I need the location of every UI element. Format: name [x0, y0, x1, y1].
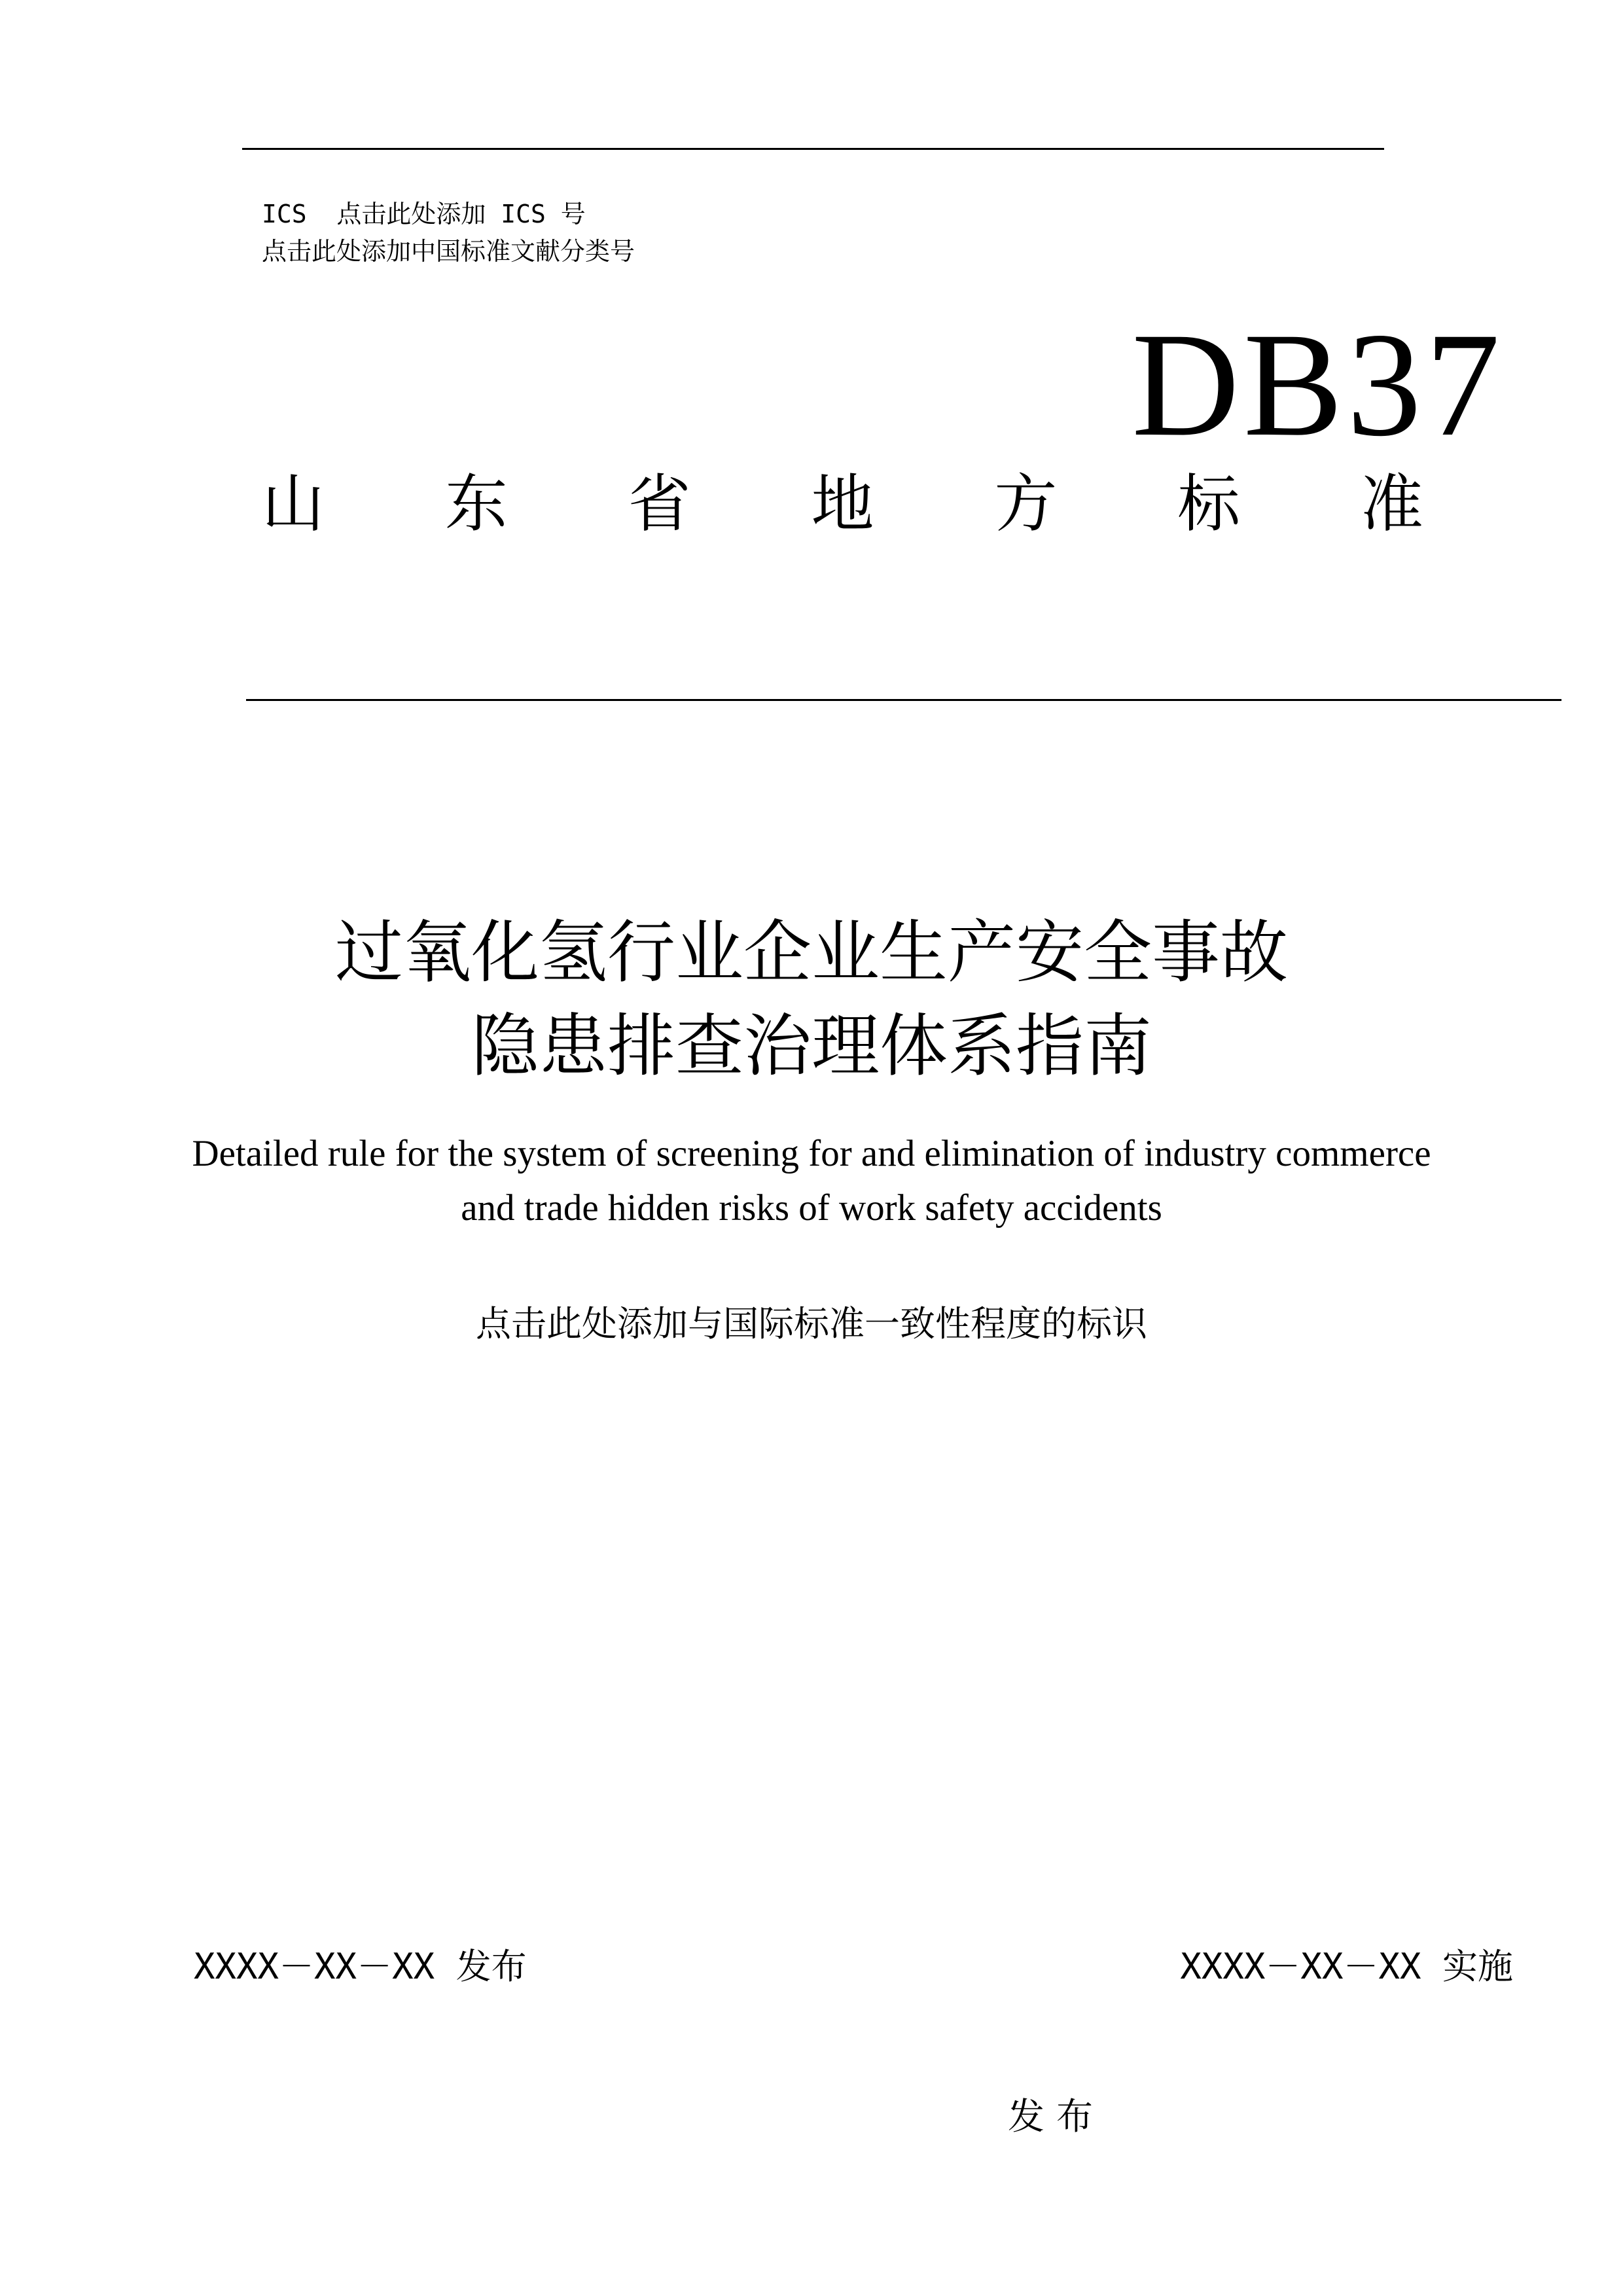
top-rule	[242, 148, 1384, 150]
implementation-date: XXXX－XX－XX 实施	[1180, 1946, 1513, 1987]
issue-date: XXXX－XX－XX 发布	[194, 1946, 527, 1987]
standard-type-char: 山	[262, 467, 325, 541]
publisher: 发布	[1008, 2096, 1105, 2138]
classification-number: 点击此处添加中国标准文献分类号	[262, 237, 635, 266]
standard-type-char: 地	[811, 467, 874, 541]
english-title-line-1: Detailed rule for the system of screening for and elimination of industry commerce	[192, 1133, 1431, 1174]
standard-type-char: 省	[628, 467, 691, 541]
standard-type-char: 东	[444, 467, 508, 541]
standard-type-char: 准	[1360, 467, 1423, 541]
document-title-line-1: 过氧化氢行业企业生产安全事故	[334, 912, 1288, 992]
divider-rule	[246, 699, 1561, 701]
ics-number: ICS 点击此处添加 ICS 号	[262, 200, 586, 228]
standard-type-char: 方	[994, 467, 1058, 541]
document-title-line-2: 隐患排查治理体系指南	[471, 1006, 1152, 1086]
standard-code: DB37	[1132, 302, 1504, 467]
english-title-line-2: and trade hidden risks of work safety accidents	[461, 1187, 1162, 1229]
standard-type-heading	[262, 468, 1423, 540]
standard-type-char: 标	[1177, 467, 1241, 541]
consistency-note: 点击此处添加与国际标准一致性程度的标识	[476, 1303, 1147, 1344]
